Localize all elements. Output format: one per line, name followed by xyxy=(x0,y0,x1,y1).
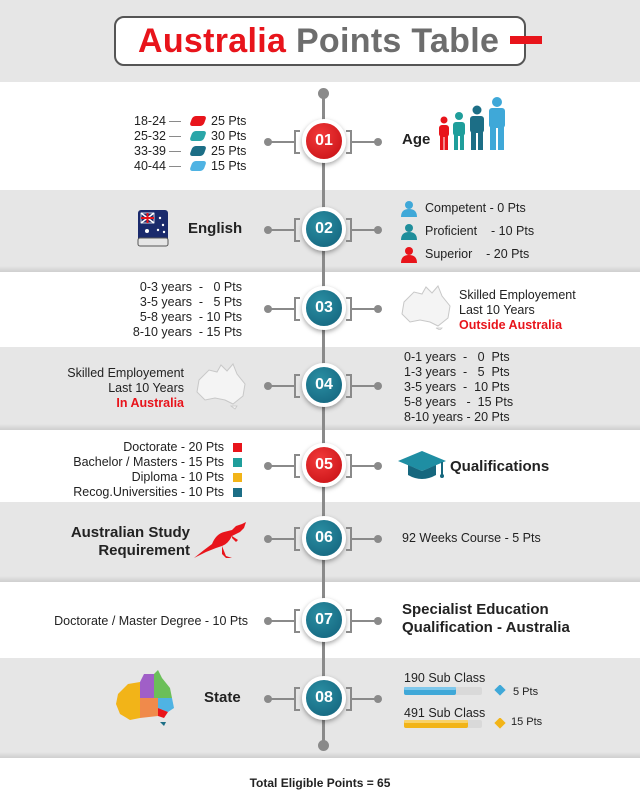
state-left-conn xyxy=(270,698,296,700)
step-number-07: 07 xyxy=(302,598,346,642)
age-points-1: 25 Pts xyxy=(211,114,247,128)
english-level-superior: Superior - 20 Pts xyxy=(425,247,530,261)
inside-row-4: 5-8 years - 15 Pts xyxy=(404,395,514,409)
subclass-491-label: 491 Sub Class xyxy=(404,706,486,720)
person-proficient-icon xyxy=(400,222,418,240)
subclass-491-bar xyxy=(404,718,508,730)
english-left-conn xyxy=(270,229,296,231)
step-number-05: 05 xyxy=(302,443,346,487)
specialist-left-conn xyxy=(270,620,296,622)
state-right-dot xyxy=(374,695,382,703)
age-range-3: 33-39 xyxy=(134,144,166,158)
age-range-2: 25-32 xyxy=(134,129,166,143)
age-label: Age xyxy=(402,131,431,148)
person-competent-icon xyxy=(400,199,418,217)
english-flag-book-icon xyxy=(136,207,172,249)
age-left-bracket xyxy=(294,130,300,154)
outside-row-4: 8-10 years - 15 Pts xyxy=(132,325,242,339)
kangaroo-icon xyxy=(192,518,248,560)
qual-marker-3-icon xyxy=(233,473,242,482)
age-points-4: 15 Pts xyxy=(211,159,247,173)
total-points: Total Eligible Points = 65 xyxy=(249,776,391,790)
qual-row-1: Doctorate - 20 Pts xyxy=(123,440,224,454)
subclass-190-bar xyxy=(404,685,508,697)
title-part-2: Points Table xyxy=(295,22,500,60)
step-number-08: 08 xyxy=(302,676,346,720)
qual-left-bracket xyxy=(294,454,300,478)
inside-caption-1: Skilled Employement xyxy=(67,366,184,380)
qual-marker-2-icon xyxy=(233,458,242,467)
inside-row-5: 8-10 years - 20 Pts xyxy=(404,410,510,424)
inside-caption-2: Last 10 Years xyxy=(108,381,184,395)
people-group-icon xyxy=(436,96,516,154)
study-label-line-1: Australian Study xyxy=(70,524,190,541)
specialist-label-line-2: Qualification - Australia xyxy=(402,619,570,636)
timeline-bottom-dot xyxy=(318,740,329,751)
australia-map-inside-icon xyxy=(194,362,248,410)
age-points-3: 25 Pts xyxy=(211,144,247,158)
age-points-2: 30 Pts xyxy=(211,129,247,143)
study-detail: 92 Weeks Course - 5 Pts xyxy=(402,531,541,545)
qual-label: Qualifications xyxy=(450,458,550,475)
step-number-04: 04 xyxy=(302,363,346,407)
australia-map-outside-icon xyxy=(398,284,454,330)
person-superior-icon xyxy=(400,245,418,263)
qual-marker-4-icon xyxy=(233,488,242,497)
qual-row-3: Diploma - 10 Pts xyxy=(131,470,224,484)
age-left-conn xyxy=(270,141,296,143)
page-title xyxy=(138,22,499,61)
specialist-right-dot xyxy=(374,617,382,625)
english-level-competent: Competent - 0 Pts xyxy=(425,201,526,215)
state-label: State xyxy=(204,689,241,706)
study-right-dot xyxy=(374,535,382,543)
outside-left-bracket xyxy=(294,297,300,321)
inside-left-bracket xyxy=(294,374,300,398)
study-label-line-2: Requirement xyxy=(98,542,190,559)
age-range-4: 40-44 xyxy=(134,159,166,173)
title-box xyxy=(114,16,526,66)
english-right-dot xyxy=(374,226,382,234)
inside-caption-3: In Australia xyxy=(116,396,184,410)
outside-caption-1: Skilled Employement xyxy=(459,288,576,302)
inside-right-dot xyxy=(374,382,382,390)
title-accent-bar xyxy=(510,36,542,44)
qual-left-conn xyxy=(270,465,296,467)
timeline-top-dot xyxy=(318,88,329,99)
step-number-03: 03 xyxy=(302,286,346,330)
australia-states-map-icon xyxy=(114,668,184,730)
age-tick-4 xyxy=(169,166,181,167)
specialist-label-line-1: Specialist Education xyxy=(402,601,549,618)
graduation-cap-icon xyxy=(396,449,448,483)
title-part-1: Australia xyxy=(138,22,287,60)
english-label: English xyxy=(188,220,243,237)
step-number-01: 01 xyxy=(302,119,346,163)
age-tick-1 xyxy=(169,121,181,122)
inside-left-conn xyxy=(270,385,296,387)
qual-row-4: Recog.Universities - 10 Pts xyxy=(73,485,224,499)
subclass-190-points: 5 Pts xyxy=(513,686,539,698)
outside-row-1: 0-3 years - 0 Pts xyxy=(139,280,242,294)
step-number-06: 06 xyxy=(302,516,346,560)
age-range-1: 18-24 xyxy=(134,114,166,128)
outside-row-3: 5-8 years - 10 Pts xyxy=(139,310,242,324)
qual-right-dot xyxy=(374,462,382,470)
age-right-dot xyxy=(374,138,382,146)
timeline-line xyxy=(322,93,325,745)
english-level-proficient: Proficient - 10 Pts xyxy=(425,224,535,238)
qual-row-2: Bachelor / Masters - 15 Pts xyxy=(73,455,224,469)
subclass-190-label: 190 Sub Class xyxy=(404,671,486,685)
outside-caption-3: Outside Australia xyxy=(459,318,563,332)
english-left-bracket xyxy=(294,218,300,242)
outside-caption-2: Last 10 Years xyxy=(459,303,535,317)
specialist-left: Doctorate / Master Degree - 10 Pts xyxy=(54,614,248,628)
subclass-491-points: 15 Pts xyxy=(511,716,543,728)
study-left-bracket xyxy=(294,527,300,551)
study-left-conn xyxy=(270,538,296,540)
inside-row-1: 0-1 years - 0 Pts xyxy=(404,350,510,364)
inside-row-2: 1-3 years - 5 Pts xyxy=(404,365,510,379)
inside-row-3: 3-5 years - 10 Pts xyxy=(404,380,510,394)
outside-row-2: 3-5 years - 5 Pts xyxy=(139,295,242,309)
outside-left-conn xyxy=(270,308,296,310)
outside-right-dot xyxy=(374,305,382,313)
specialist-left-bracket xyxy=(294,609,300,633)
step-number-02: 02 xyxy=(302,207,346,251)
qual-marker-1-icon xyxy=(233,443,242,452)
age-tick-2 xyxy=(169,136,181,137)
age-tick-3 xyxy=(169,151,181,152)
state-left-bracket xyxy=(294,687,300,711)
